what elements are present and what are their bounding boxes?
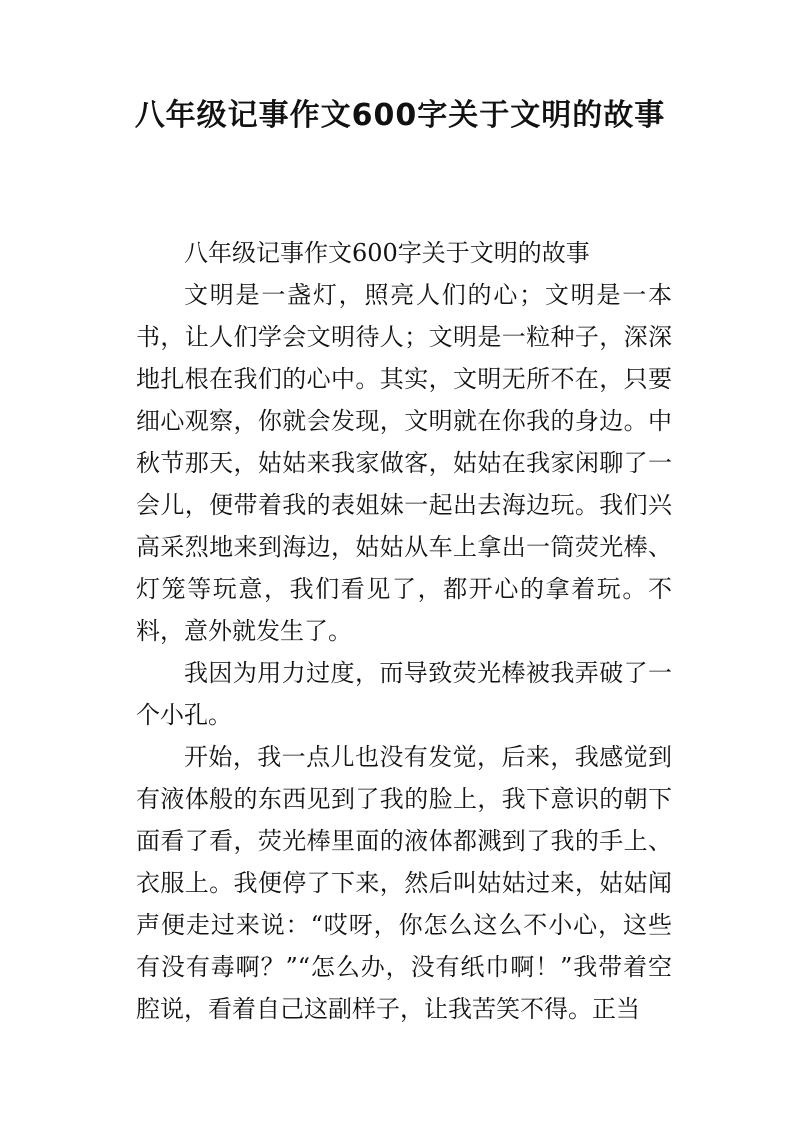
paragraph: 我因为用力过度，而导致荧光棒被我弄破了一个小孔。 bbox=[136, 659, 672, 729]
paragraph-heading: 八年级记事作文600字关于文明的故事 bbox=[184, 239, 590, 267]
paragraph: 文明是一盏灯，照亮人们的心；文明是一本书，让人们学会文明待人；文明是一粒种子，深深地扎根在我们的心中。其实，文明无所不在，只要细心观察，你就会发现，文明就在你我的身边。中秋节那天，姑姑来我家做客，姑姑在我家闲聊了一会儿，便带着我的表姐妹一起出去海边玩。我们兴高采烈地来到海边，姑姑从车上拿出一筒荧光棒、灯笼等玩意，我们看见了，都开心的拿着玩。不料，意外就发生了。 bbox=[136, 281, 672, 645]
document-title: 八年级记事作文600字关于文明的故事 bbox=[134, 98, 666, 133]
paragraph: 开始，我一点儿也没有发觉，后来，我感觉到有液体般的东西见到了我的脸上，我下意识的朝下面看了看，荧光棒里面的液体都溅到了我的手上、衣服上。我便停了下来，然后叫姑姑过来，姑姑闻声便走过来说：“哎呀，你怎么这么不小心，这些有没有毒啊？”“怎么办，没有纸巾啊！”我带着空腔说，看着自己这副样子，让我苦笑不得。正当 bbox=[136, 743, 672, 1023]
document-body bbox=[136, 232, 672, 1030]
